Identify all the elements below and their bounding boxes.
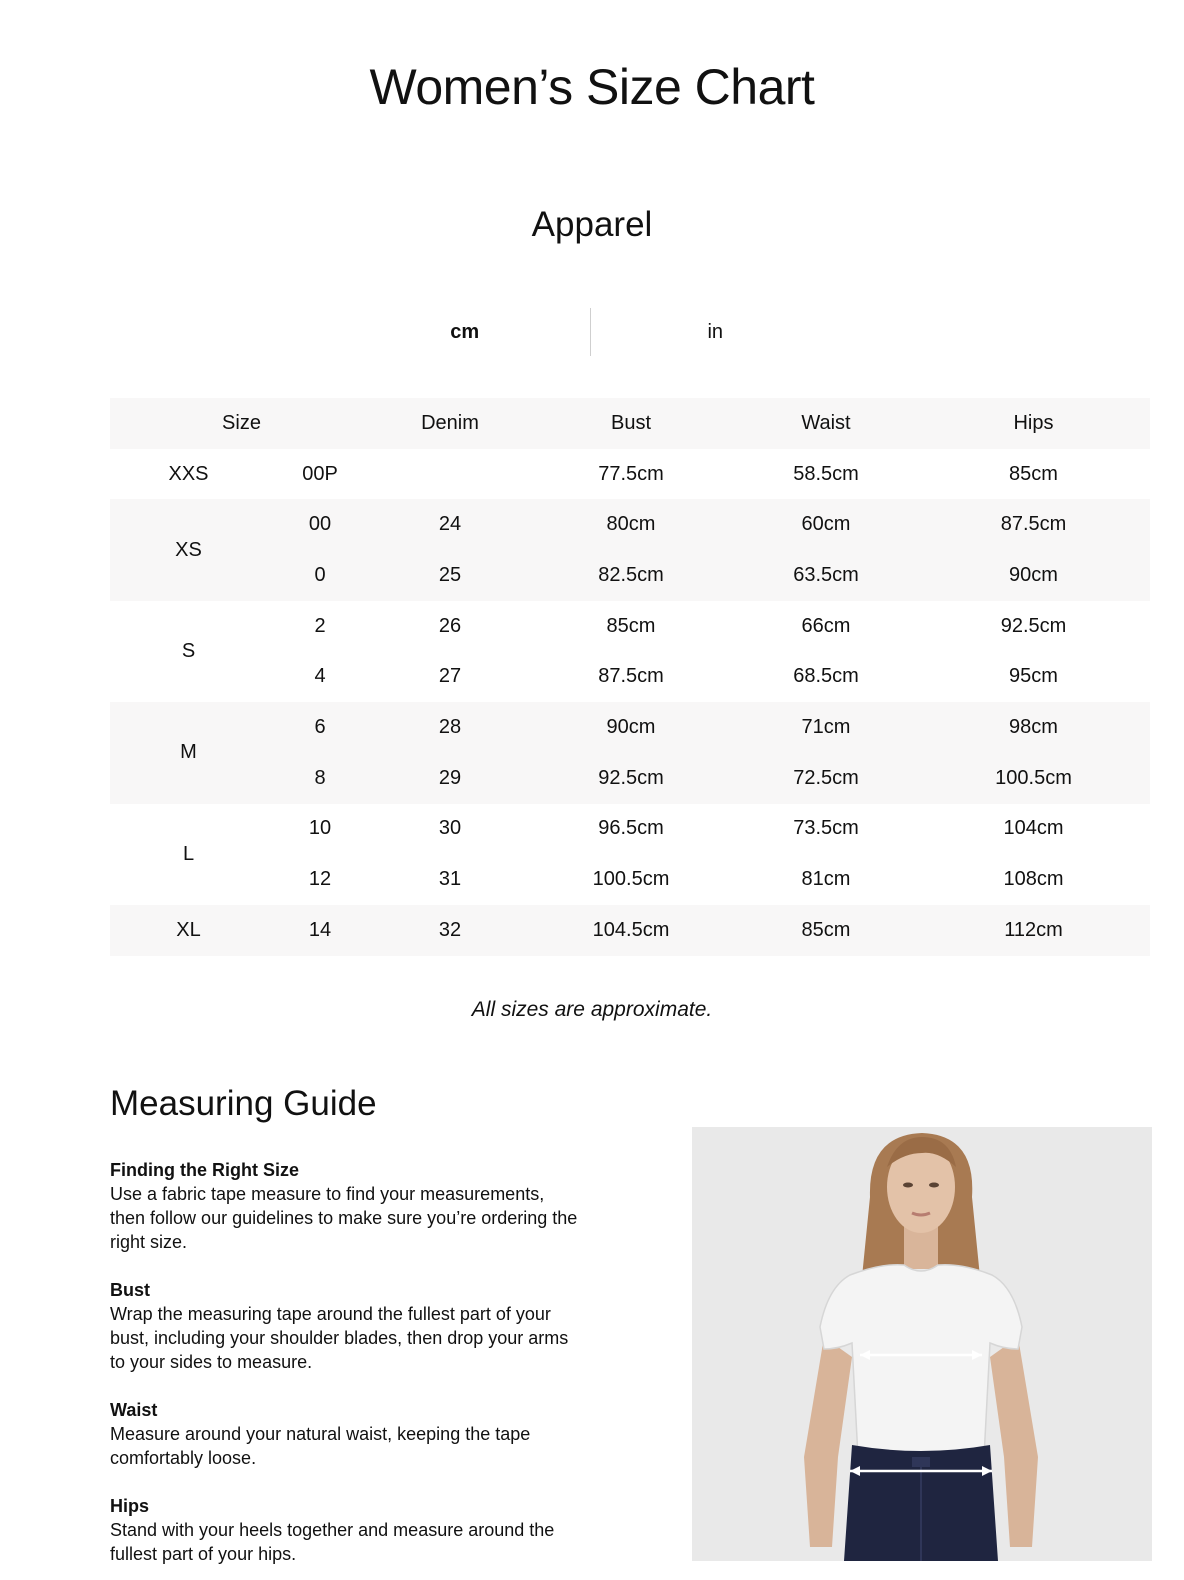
guide-heading: Finding the Right Size (110, 1160, 299, 1180)
bust-value: 90cm (606, 715, 656, 738)
header-denim: Denim (421, 411, 479, 434)
table-row (110, 804, 1150, 855)
denim-size: 29 (438, 766, 462, 789)
size-numeric: 10 (308, 817, 332, 840)
denim-size: 26 (438, 614, 462, 637)
guide-body: Measure around your natural waist, keeping the tape comfortably loose. (110, 1424, 531, 1468)
size-letter: XS (175, 538, 202, 561)
bust-value: 80cm (606, 513, 656, 536)
bust-value: 100.5cm (592, 868, 670, 891)
section-title-apparel: Apparel (531, 205, 653, 244)
denim-size: 31 (438, 868, 462, 891)
bust-value: 87.5cm (598, 665, 664, 688)
bust-value: 92.5cm (598, 766, 664, 789)
size-numeric: 14 (308, 918, 332, 941)
size-numeric: 4 (314, 665, 326, 688)
unit-toggle (340, 308, 840, 356)
size-numeric: 2 (314, 614, 326, 637)
hips-value: 92.5cm (1000, 614, 1067, 637)
hips-value: 98cm (1009, 715, 1058, 738)
guide-body: Use a fabric tape measure to find your measurements, then follow our guidelines to make sure you’re ordering the right size. (110, 1184, 578, 1252)
size-letter: L (182, 842, 195, 865)
denim-size: 32 (438, 918, 462, 941)
unit-cm-button[interactable]: cm (340, 321, 590, 344)
waist-value: 60cm (801, 513, 851, 536)
guide-section-right-size (110, 1158, 580, 1254)
table-row (110, 449, 1150, 500)
guide-section-waist (110, 1398, 580, 1470)
guide-heading: Waist (110, 1400, 158, 1420)
header-waist: Waist (801, 411, 851, 434)
size-table (110, 398, 1150, 956)
guide-section-hips (110, 1494, 580, 1566)
hips-value: 87.5cm (1000, 513, 1067, 536)
size-letter: XL (176, 918, 201, 941)
hips-value: 90cm (1009, 563, 1058, 586)
size-numeric: 8 (314, 766, 326, 789)
bust-value: 77.5cm (598, 462, 664, 485)
guide-section-bust (110, 1278, 580, 1374)
hips-value: 95cm (1009, 665, 1058, 688)
header-size: Size (222, 411, 261, 434)
approximate-note: All sizes are approximate. (471, 998, 713, 1021)
hips-value: 112cm (1004, 918, 1063, 941)
table-row (110, 601, 1150, 652)
bust-value: 82.5cm (598, 563, 664, 586)
hips-value: 100.5cm (995, 766, 1072, 789)
denim-size: 27 (438, 665, 462, 688)
guide-body: Wrap the measuring tape around the fullest part of your bust, including your shoulder blades, then drop your arms to your sides to measure. (110, 1304, 569, 1372)
waist-value: 71cm (801, 715, 851, 738)
denim-size: 30 (438, 817, 462, 840)
size-letter: XXS (168, 462, 209, 485)
denim-size: 28 (438, 715, 462, 738)
size-numeric: 12 (308, 868, 332, 891)
denim-size: 24 (438, 513, 462, 536)
measuring-guide-title: Measuring Guide (110, 1084, 377, 1123)
denim-size: 25 (438, 563, 462, 586)
table-header-row (110, 398, 1150, 449)
guide-heading: Hips (110, 1496, 150, 1516)
table-row (110, 702, 1150, 753)
measuring-model-image (692, 1127, 1152, 1561)
measuring-guide-text (110, 1158, 580, 1580)
bust-value: 85cm (606, 614, 656, 637)
hips-value: 85cm (1009, 462, 1058, 485)
size-numeric: 00P (302, 462, 338, 485)
model-illustration (692, 1127, 1152, 1561)
waist-value: 63.5cm (793, 563, 859, 586)
table-row (110, 905, 1150, 956)
header-bust: Bust (610, 411, 652, 434)
bust-value: 104.5cm (592, 918, 670, 941)
header-hips: Hips (1013, 411, 1054, 434)
hips-value: 104cm (1003, 817, 1064, 840)
guide-body: Stand with your heels together and measure around the fullest part of your hips. (110, 1520, 555, 1564)
waist-value: 58.5cm (793, 462, 859, 485)
waist-value: 72.5cm (793, 766, 859, 789)
bust-value: 96.5cm (598, 817, 664, 840)
size-numeric: 00 (308, 513, 332, 536)
size-numeric: 0 (314, 563, 326, 586)
hips-value: 108cm (1003, 868, 1064, 891)
waist-value: 85cm (801, 918, 851, 941)
page-title: Women’s Size Chart (369, 59, 815, 115)
size-letter: S (181, 639, 196, 662)
waist-value: 81cm (801, 868, 851, 891)
table-row (110, 499, 1150, 550)
guide-heading: Bust (110, 1280, 150, 1300)
denim-size (373, 449, 527, 500)
size-letter: M (180, 741, 197, 764)
size-numeric: 6 (314, 715, 326, 738)
waist-value: 66cm (801, 614, 851, 637)
unit-in-button[interactable]: in (591, 321, 841, 344)
waist-value: 73.5cm (793, 817, 859, 840)
waist-value: 68.5cm (793, 665, 859, 688)
